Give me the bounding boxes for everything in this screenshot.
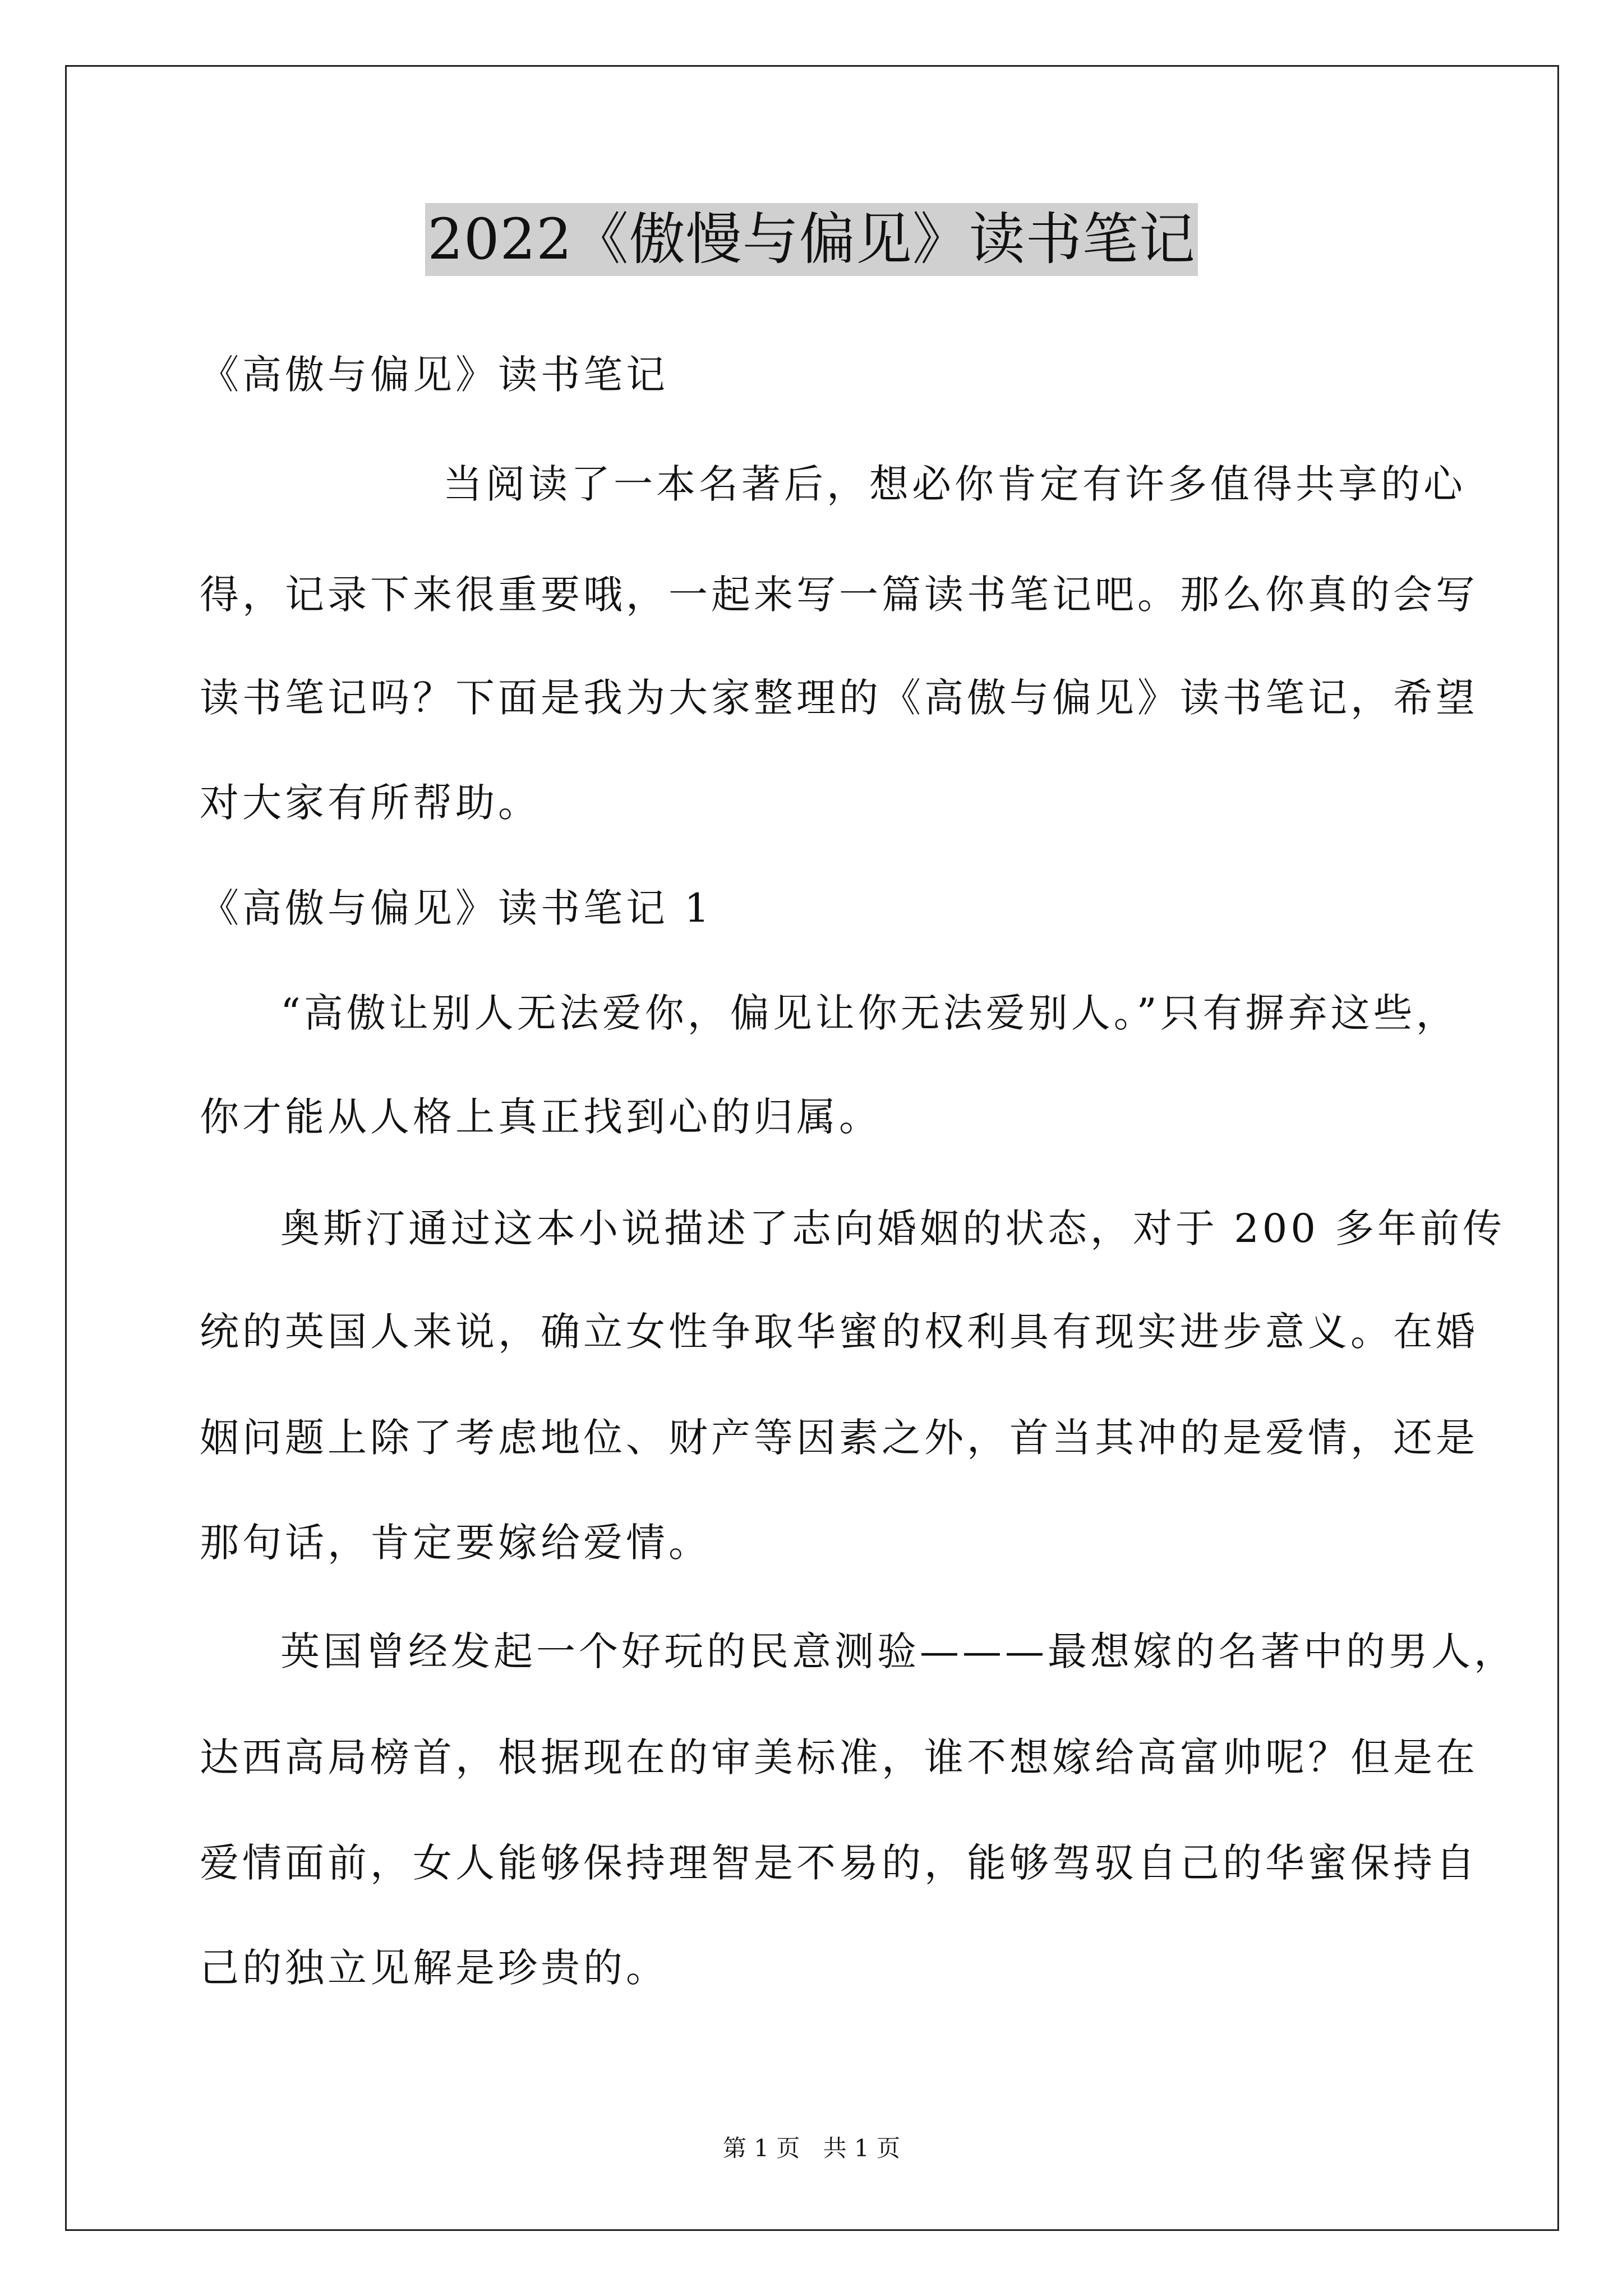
- subtitle-line: 《高傲与偏见》读书笔记: [200, 352, 668, 398]
- paragraph-line: 读书笔记吗？下面是我为大家整理的《高傲与偏见》读书笔记，希望: [200, 675, 1478, 721]
- paragraph-line: 奥斯汀通过这本小说描述了志向婚姻的状态，对于 200 多年前传: [280, 1205, 1506, 1251]
- page-footer: [0, 2134, 1623, 2162]
- document-title: 2022《傲慢与偏见》读书笔记: [425, 203, 1198, 276]
- paragraph-line: 英国曾经发起一个好玩的民意测验———最想嫁的名著中的男人，: [280, 1628, 1516, 1674]
- paragraph-line: 对大家有所帮助。: [200, 780, 541, 826]
- title-container: [0, 203, 1623, 276]
- paragraph-line: 姻问题上除了考虑地位、财产等因素之外，首当其冲的是爱情，还是: [200, 1415, 1478, 1461]
- paragraph-line: 当阅读了一本名著后，想必你肯定有许多值得共享的心: [443, 461, 1466, 507]
- paragraph-line: 统的英国人来说，确立女性争取华蜜的权利具有现实进步意义。在婚: [200, 1309, 1478, 1355]
- paragraph-line: 爱情面前，女人能够保持理智是不易的，能够驾驭自己的华蜜保持自: [200, 1840, 1478, 1886]
- paragraph-line: 那句话，肯定要嫁给爱情。: [200, 1520, 711, 1566]
- page-number: 第 1 页: [722, 2134, 800, 2162]
- section-heading: 《高傲与偏见》读书笔记 1: [200, 885, 713, 931]
- page-total: 共 1 页: [823, 2134, 901, 2162]
- paragraph-line: 你才能从人格上真正找到心的归属。: [200, 1094, 882, 1140]
- paragraph-line: “高傲让别人无法爱你，偏见让你无法爱别人。”只有摒弃这些，: [280, 990, 1459, 1036]
- paragraph-line: 达西高局榜首，根据现在的审美标准，谁不想嫁给高富帅呢？但是在: [200, 1734, 1478, 1780]
- paragraph-line: 己的独立见解是珍贵的。: [200, 1945, 668, 1991]
- paragraph-line: 得，记录下来很重要哦，一起来写一篇读书笔记吧。那么你真的会写: [200, 572, 1478, 618]
